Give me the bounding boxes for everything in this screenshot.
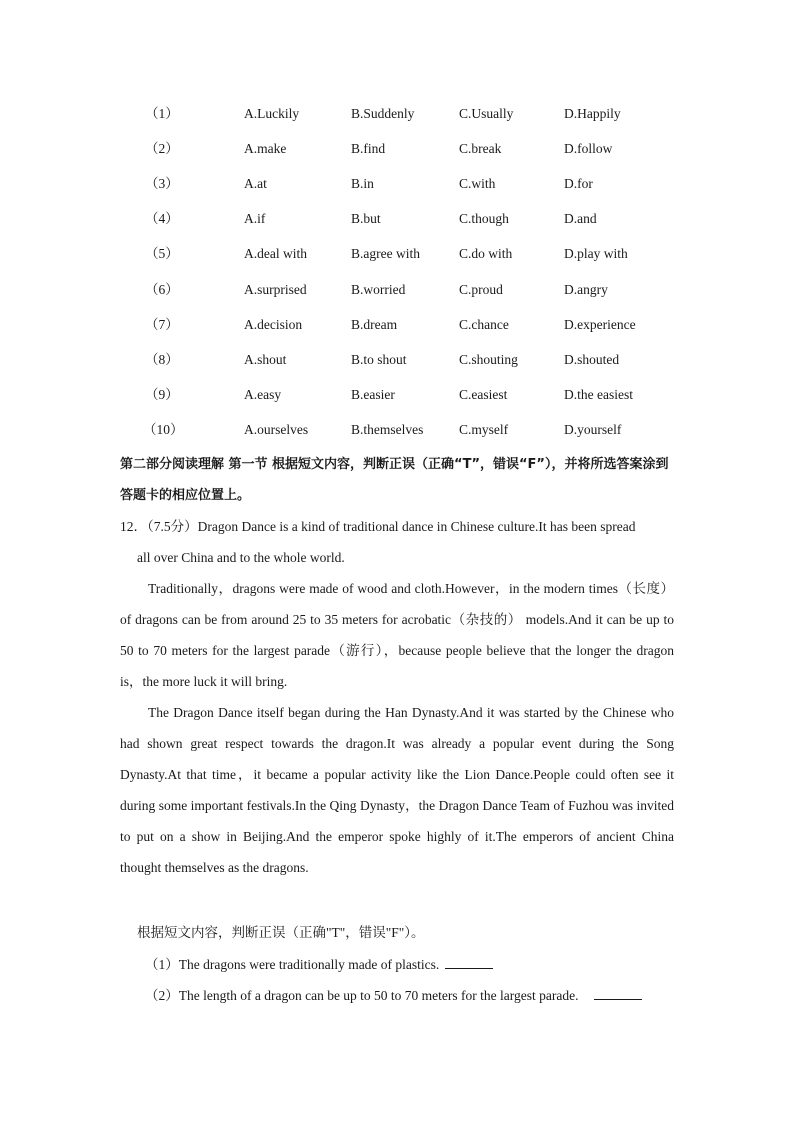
option-c: C.though [459,211,509,226]
option-d: D.and [564,211,597,226]
option-d: D.for [564,176,593,191]
option-d: D.the easiest [564,387,633,402]
option-a: A.surprised [244,282,307,297]
section-heading: 第二部分阅读理解 第一节 根据短文内容，判断正误（正确“T”，错误“F”），并将所选答案涂到答题卡的相应位置上。 [120,457,669,503]
option-number: （10） [143,422,184,437]
sub-question [145,985,642,1006]
option-c: C.chance [459,317,509,332]
sub-question-text: The dragons were traditionally made of plastics. [178,957,440,972]
option-a: A.at [244,176,267,191]
option-a: A.decision [244,317,303,332]
option-b: B.to shout [351,352,407,367]
option-c: C.with [459,176,496,191]
question-first-line: 12．（7.5分）Dragon Dance is a kind of traditional dance in Chinese culture.It has been spread [120,519,636,534]
option-b: B.Suddenly [351,106,415,121]
option-c: C.shouting [459,352,518,367]
answer-blank[interactable] [594,985,642,1000]
option-d: D.yourself [564,422,622,437]
option-number: （2） [145,141,179,156]
option-a: A.shout [244,352,287,367]
option-row [0,209,794,229]
option-b: B.agree with [351,246,420,261]
option-a: A.easy [244,387,282,402]
instruction-text: 根据短文内容，判断正误（正确"T"，错误"F"）。 [137,925,425,940]
option-row [0,244,794,264]
option-number: （3） [145,176,179,191]
option-number: （7） [145,317,179,332]
sub-question-number: （1） [145,957,179,972]
option-c: C.myself [459,422,509,437]
option-b: B.worried [351,282,406,297]
option-d: D.shouted [564,352,620,367]
option-c: C.proud [459,282,503,297]
option-c: C.easiest [459,387,508,402]
option-row [0,104,794,124]
option-row [0,420,794,440]
question-continuation: all over China and to the whole world. [137,550,345,565]
option-a: A.ourselves [244,422,309,437]
option-number: （8） [145,352,179,367]
option-number: （9） [145,387,179,402]
option-number: （5） [145,246,179,261]
option-b: B.in [351,176,374,191]
option-d: D.follow [564,141,613,156]
option-c: C.break [459,141,502,156]
option-c: C.Usually [459,106,514,121]
option-b: B.easier [351,387,395,402]
option-row [0,315,794,335]
passage-paragraph: The Dragon Dance itself began during the Han Dynasty.And it was started by the Chinese who had shown great respect towards the dragon.It was already a popular event during the Song Dynasty.At that time，it became a popular activity like the Lion Dance.People could often see it during some important festivals.In the Qing Dynasty，the Dragon Dance Team of Fuzhou was invited to put on a show in Beijing.And the emperor spoke highly of it.The emperors of ancient China thought themselves as the dragons. [120,705,674,875]
option-number: （1） [145,106,179,121]
option-a: A.make [244,141,287,156]
sub-question-text: The length of a dragon can be up to 50 to 70 meters for the largest parade. [178,988,579,1003]
option-c: C.do with [459,246,513,261]
option-d: D.angry [564,282,608,297]
question-12 [120,511,674,573]
sub-question-number: （2） [145,988,179,1003]
option-number: （6） [145,282,179,297]
option-row [0,350,794,370]
sub-question [145,954,493,975]
option-a: A.if [244,211,266,226]
option-number: （4） [145,211,179,226]
option-b: B.find [351,141,386,156]
option-row [0,385,794,405]
option-b: B.themselves [351,422,424,437]
passage-paragraph: Traditionally，dragons were made of wood and cloth.However，in the modern times（长度）of dragons can be from around 25 to 35 meters for acrobatic（杂技的） models.And it can be up to 50 to 70 meters for the largest parade（游行），because people believe that the longer the dragon is，the more luck it will bring. [120,581,674,689]
option-d: D.play with [564,246,628,261]
option-b: B.dream [351,317,398,332]
answer-blank[interactable] [445,954,493,969]
option-row [0,174,794,194]
option-d: D.Happily [564,106,621,121]
option-d: D.experience [564,317,636,332]
option-a: A.Luckily [244,106,300,121]
option-row [0,139,794,159]
option-a: A.deal with [244,246,307,261]
option-row [0,280,794,300]
option-b: B.but [351,211,381,226]
